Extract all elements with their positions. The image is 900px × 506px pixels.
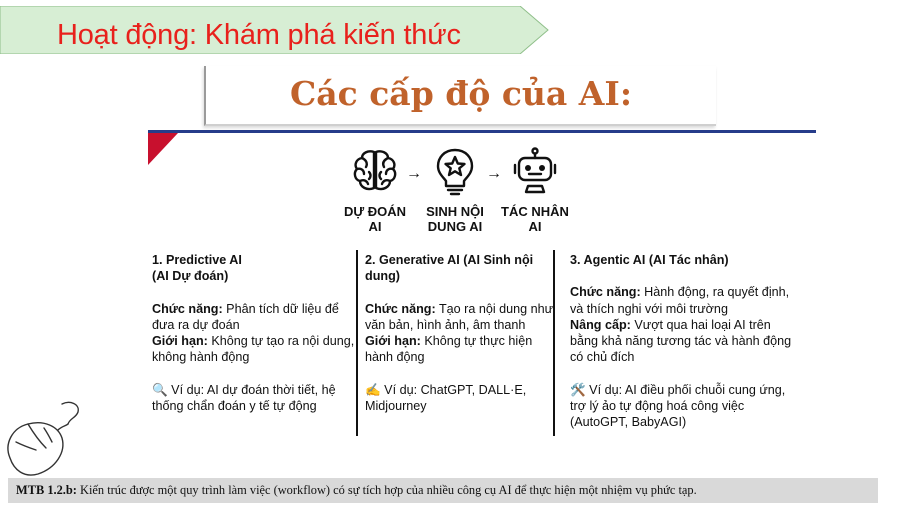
- arrow-icon: →: [486, 165, 502, 182]
- column-divider: [553, 250, 555, 436]
- column-divider: [356, 250, 358, 436]
- arrow-icon: →: [406, 165, 422, 182]
- column-generative: [365, 252, 557, 414]
- level-label-agentic: TÁC NHÂN AI: [501, 204, 569, 234]
- example-text: 🔍 Ví dụ: AI dự đoán thời tiết, hệ thống chẩn đoán y tế tự động: [152, 382, 336, 414]
- card-top-line: [148, 130, 816, 133]
- lightbulb-star-icon: [430, 146, 480, 196]
- example-text: 🛠️ Ví dụ: AI điều phối chuỗi cung ứng, trợ lý ảo tự động hoá công việc (AutoGPT, BabyAGI): [570, 382, 786, 430]
- ai-levels-diagram: [340, 146, 570, 240]
- limit-text: Giới hạn: Không tự tạo ra nội dung, không hành động: [152, 334, 355, 365]
- level-label-predictive: DỰ ĐOÁN AI: [343, 204, 407, 234]
- card-corner-triangle: [148, 133, 178, 165]
- page-title: Các cấp độ của AI:: [289, 74, 633, 113]
- robot-icon: [510, 146, 560, 196]
- function-text: Chức năng: Hành động, ra quyết định, và thích nghi với môi trường: [570, 285, 790, 316]
- column-predictive: [152, 252, 358, 414]
- upgrade-text: Nâng cấp: Vượt qua hai loại AI trên bằng khả năng tương tác và hành động có chủ đích: [570, 317, 792, 365]
- tools-icon: 🛠️: [570, 382, 586, 397]
- banner-title: Hoạt động: Khám phá kiến thức: [57, 19, 461, 51]
- writing-hand-icon: ✍️: [365, 382, 381, 397]
- level-generative: [420, 146, 490, 234]
- column-agentic: [570, 252, 800, 431]
- level-predictive: [340, 146, 410, 234]
- brain-icon: [350, 146, 400, 196]
- level-label-generative: SINH NỘI DUNG AI: [426, 204, 484, 234]
- level-agentic: [500, 146, 570, 234]
- magnifier-icon: 🔍: [152, 382, 168, 397]
- footer-bar: [8, 478, 878, 503]
- activity-banner: [0, 6, 550, 54]
- column-heading: 2. Generative AI (AI Sinh nội dung): [365, 253, 534, 284]
- column-heading: 3. Agentic AI (AI Tác nhân): [570, 253, 729, 267]
- title-box: [204, 66, 716, 126]
- computer-mouse-icon: [0, 398, 90, 480]
- limit-text: Giới hạn: Không tự thực hiện hành động: [365, 334, 533, 365]
- example-text: ✍️ Ví dụ: ChatGPT, DALL·E, Midjourney: [365, 382, 527, 414]
- function-text: Chức năng: Phân tích dữ liệu để đưa ra dự đoán: [152, 301, 339, 332]
- function-text: Chức năng: Tạo ra nội dung như văn bản, hình ảnh, âm thanh: [365, 301, 554, 332]
- column-heading: 1. Predictive AI: [152, 253, 242, 267]
- footer-note: MTB 1.2.b: Kiến trúc được một quy trình làm việc (workflow) có sự tích hợp của nhiều công cụ AI để thực hiện một nhiệm vụ phức tạp.: [16, 483, 697, 497]
- column-subheading: (AI Dự đoán): [152, 269, 229, 284]
